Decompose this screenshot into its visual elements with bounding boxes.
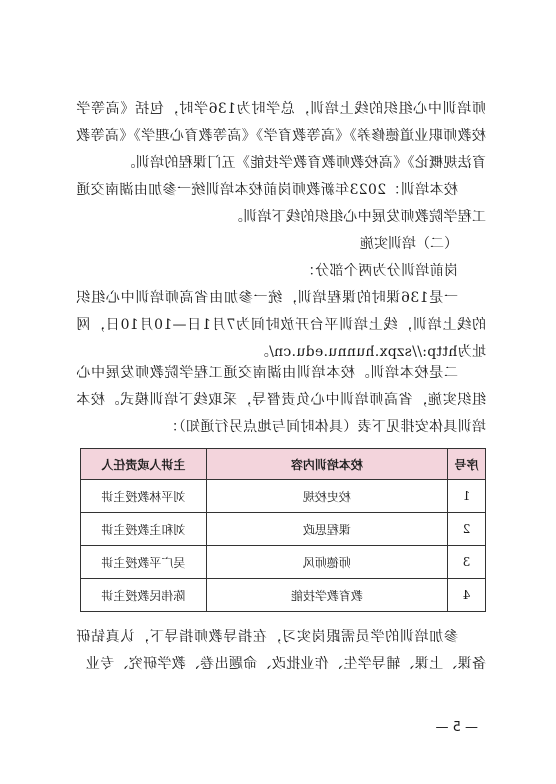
cell-number: 3	[448, 546, 486, 579]
paragraph-school-training: 校本培训：2023年新教师岗前校本培训统一参加由湖南交通工程学院教师发展中心组织的线下培训。	[76, 182, 486, 225]
paragraph-shadowing: 参加培训的学员需跟岗实习，在指导教师指导下，认真钻研备课、上课、辅导学生、作业批改、命题出卷、教学研究、专业	[76, 629, 486, 672]
paragraph-online-training: 师培训中心组织的线上培训，总学时为136学时，包括《高等学校教师职业道德修养》《高等教育学》《高等教育心理学》《高等教育法规概论》《高校教师教育教学技能》五门课程的培训。	[76, 101, 486, 171]
cell-lecturer: 吴广平教授主讲	[81, 546, 207, 579]
table-row	[81, 546, 486, 579]
table-header-row	[81, 449, 486, 480]
header-lecturer: 主讲人或责任人	[81, 449, 207, 480]
table-row	[81, 480, 486, 513]
paragraph-part-two: 二是校本培训。校本培训由湖南交通工程学院教师发展中心组织实施，省高师培训中心负责督导，采取线下培训模式。校本培训具体安排见下表（具体时间与地点另行通知）：	[76, 365, 486, 435]
cell-content: 师德师风	[206, 546, 447, 579]
cell-content: 教育教学技能	[206, 579, 447, 612]
table-row	[81, 579, 486, 612]
header-content: 校本培训内容	[206, 449, 447, 480]
cell-number: 4	[448, 579, 486, 612]
cell-number: 1	[448, 480, 486, 513]
table-row	[81, 513, 486, 546]
cell-content: 校史校规	[206, 480, 447, 513]
page-number: — 5 —	[435, 720, 478, 735]
training-schedule-table	[80, 448, 486, 612]
cell-lecturer: 刘平林教授主讲	[81, 480, 207, 513]
cell-content: 课程思政	[206, 513, 447, 546]
cell-lecturer: 陈伟民教授主讲	[81, 579, 207, 612]
paragraph-part-one: 一是136课时的课程培训，统一参加由省高师培训中心组织的线上培训，线上培训平台开放时间为7月1日—10月10日，网址为http://szpx.hunnu.edu.cn/。	[76, 290, 486, 360]
cell-lecturer: 刘和主教授主讲	[81, 513, 207, 546]
section-heading-implementation: （二）培训实施	[360, 236, 458, 252]
cell-number: 2	[448, 513, 486, 546]
paragraph-two-parts: 岗前培训分为两个部分：	[300, 263, 458, 279]
header-number: 序号	[448, 449, 486, 480]
